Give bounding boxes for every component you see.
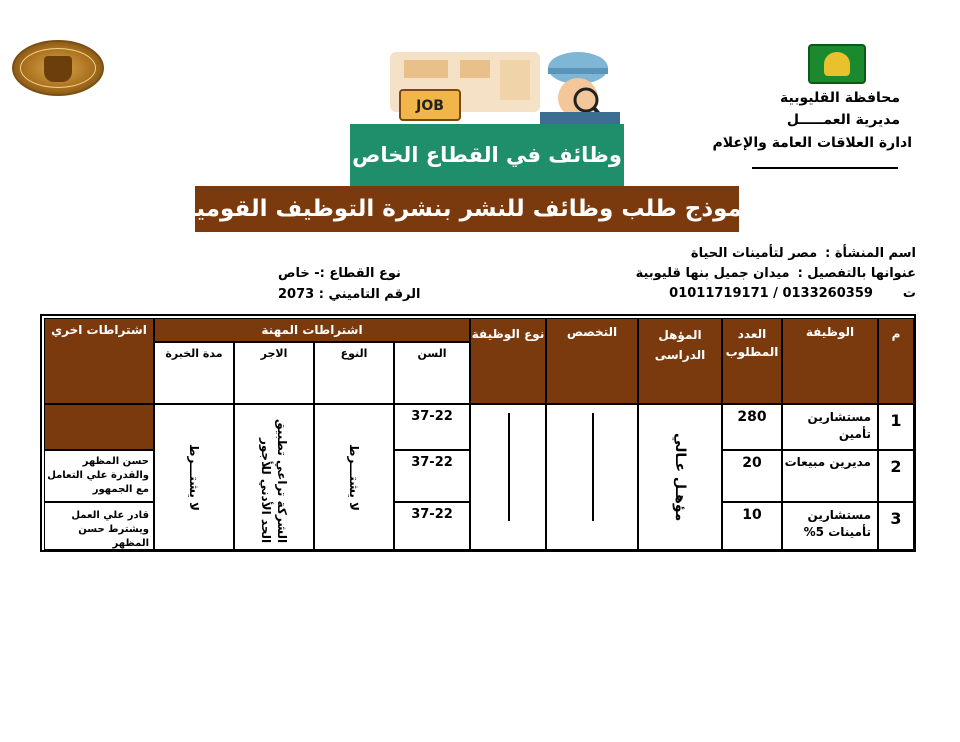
banner-caption: وظائف في القطاع الخاص [352, 143, 622, 167]
wage-text: الشركة تراعي تطبيق الحد الأدني للأجور [259, 418, 289, 543]
governorate-name: محافظة القليوبية [780, 90, 900, 106]
insurance-number: الرقم التاميني : 2073 [278, 287, 421, 302]
row2-other-conditions: حسن المظهر والقدرة علي التعامل مع الجمهور [44, 450, 154, 502]
company-name: مصر لتأمينات الحياة [690, 246, 818, 261]
row2-count: 20 [722, 450, 782, 502]
specialty-merged [546, 404, 638, 550]
phone-numbers: 01011719171 / 0133260359 [669, 286, 873, 301]
company-label: اسم المنشأة : [825, 246, 916, 261]
form-title: نموذج طلب وظائف للنشر بنشرة التوظيف القومية [182, 196, 752, 222]
row3-count: 10 [722, 502, 782, 550]
company-line [691, 246, 916, 261]
header-gender: النوع [314, 342, 394, 404]
job-sign-text: JOB [416, 98, 444, 114]
wage-merged [234, 404, 314, 550]
phone-label: ت [902, 286, 916, 301]
ministry-of-manpower-logo [12, 40, 104, 96]
department-name: ادارة العلاقات العامة والإعلام [712, 135, 912, 151]
row2-age: 37-22 [394, 450, 470, 502]
address-line [636, 266, 916, 281]
job-type-merged [470, 404, 546, 550]
sector-type: نوع القطاع :- خاص [278, 266, 401, 281]
row2-num: 2 [878, 450, 914, 502]
header-wage: الاجر [234, 342, 314, 404]
banner-caption-box [350, 124, 624, 186]
form-title-bar [182, 186, 752, 232]
row3-other-conditions: قادر علي العمل ويشترط حسن المظهر [44, 502, 154, 550]
job-search-illustration [390, 42, 624, 124]
header-num: م [878, 318, 914, 404]
header-qualification: المؤهل الدراسى [638, 318, 722, 404]
other-conditions-row1-blank [44, 404, 154, 450]
header-divider [752, 167, 898, 169]
qualification-merged [638, 404, 722, 550]
row3-age: 37-22 [394, 502, 470, 550]
row3-job: مستشارين تأمينات 5% [782, 502, 878, 550]
qualification-text: مؤهـل عـالي [672, 432, 688, 522]
phone-line [669, 286, 916, 301]
row3-num: 3 [878, 502, 914, 550]
directorate-name: مديرية العمـــــل [786, 112, 900, 128]
header-specialty: التخصص [546, 318, 638, 404]
header-count: العدد المطلوب [722, 318, 782, 404]
job-type-dash [508, 413, 510, 521]
header-job: الوظيفة [782, 318, 878, 404]
header-job-type: نوع الوظيفة [470, 318, 546, 404]
gender-text: لا يشتـــرط [347, 443, 361, 511]
header-experience: مدة الخبرة [154, 342, 234, 404]
qalyubia-governorate-logo [808, 44, 866, 84]
experience-merged [154, 404, 234, 550]
gender-merged [314, 404, 394, 550]
row1-job: مستشارين تأمين [782, 404, 878, 450]
private-sector-jobs-banner [350, 42, 624, 188]
experience-text: لا يشتـــرط [187, 443, 201, 511]
header-other-conditions: اشتراطات اخري [44, 318, 154, 404]
jobs-table [40, 314, 916, 552]
row1-count: 280 [722, 404, 782, 450]
address-label: عنوانها بالتفصيل : [797, 266, 916, 281]
row1-num: 1 [878, 404, 914, 450]
specialty-dash [592, 413, 594, 521]
header-job-conditions: اشتراطات المهنة [154, 318, 470, 342]
row2-job: مديرين مبيعات [782, 450, 878, 502]
row1-age: 37-22 [394, 404, 470, 450]
address-value: ميدان جميل بنها قليوبية [635, 266, 790, 281]
header-age: السن [394, 342, 470, 404]
